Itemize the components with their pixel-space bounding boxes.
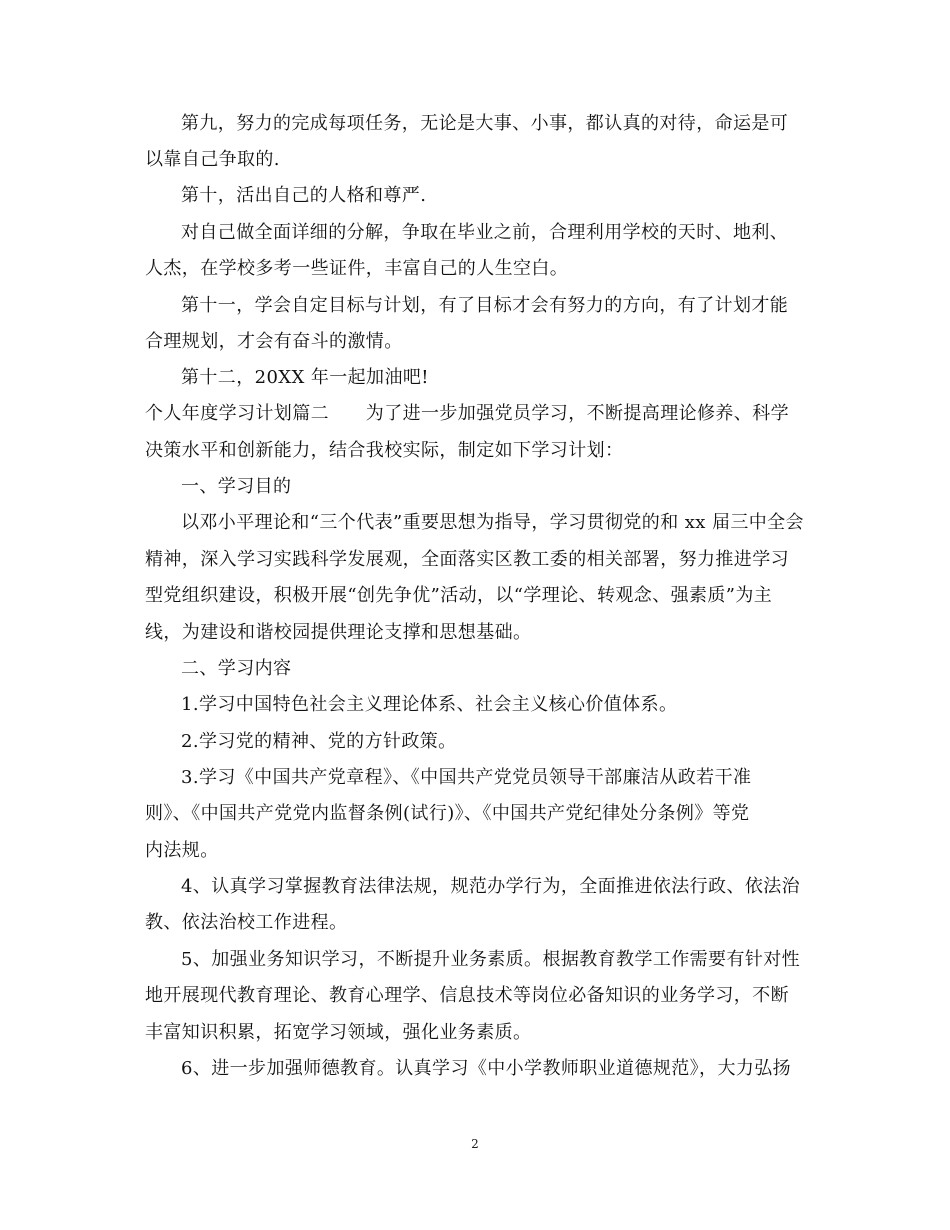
list-item-line: 4、认真学习掌握教育法律法规，规范办学行为，全面推进依法行政、依法治 <box>181 876 801 897</box>
list-item-line: 丰富知识积累，拓宽学习领域，强化业务素质。 <box>145 1022 532 1043</box>
list-item-line: 教、依法治校工作进程。 <box>145 912 348 933</box>
heading-line: 一、学习目的 <box>181 476 292 497</box>
list-item-line: 内法规。 <box>145 840 219 861</box>
list-item-line: 地开展现代教育理论、教育心理学、信息技术等岗位必备知识的业务学习，不断 <box>145 985 789 1006</box>
paragraph-line: 对自己做全面详细的分解，争取在毕业之前，合理利用学校的天时、地利、 <box>181 222 789 243</box>
paragraph-line: 第十二，20XX 年一起加油吧! <box>181 367 429 388</box>
heading-line: 二、学习内容 <box>181 658 292 679</box>
list-item-line: 2.学习党的精神、党的方针政策。 <box>181 731 457 752</box>
page-number: 2 <box>471 1137 479 1151</box>
paragraph-line: 型党组织建设，积极开展“创先争优”活动，以“学理论、转观念、强素质”为主 <box>145 585 773 606</box>
list-item-line: 则》、《中国共产党党内监督条例(试行)》、《中国共产党纪律处分条例》等党 <box>145 803 750 824</box>
list-item-line: 3.学习《中国共产党章程》、《中国共产党党员领导干部廉洁从政若干准 <box>181 767 752 788</box>
paragraph-line: 人杰，在学校多考一些证件，丰富自己的人生空白。 <box>145 258 569 279</box>
list-item-line: 5、加强业务知识学习，不断提升业务素质。根据教育教学工作需要有针对性 <box>181 949 801 970</box>
list-item-line: 6、进一步加强师德教育。认真学习《中小学教师职业道德规范》，大力弘扬 <box>181 1058 792 1079</box>
list-item-line: 1.学习中国特色社会主义理论体系、社会主义核心价值体系。 <box>181 694 678 715</box>
paragraph-line: 以邓小平理论和“三个代表”重要思想为指导，学习贯彻党的和 xx 届三中全会 <box>181 512 804 533</box>
paragraph-line: 线，为建设和谐校园提供理论支撑和思想基础。 <box>145 622 532 643</box>
paragraph-line: 合理规划，才会有奋斗的激情。 <box>145 331 403 352</box>
paragraph-line: 第十一，学会自定目标与计划，有了目标才会有努力的方向，有了计划才能 <box>181 295 789 316</box>
paragraph-line: 精神，深入学习实践科学发展观，全面落实区教工委的相关部署，努力推进学习 <box>145 549 789 570</box>
paragraph-line: 决策水平和创新能力，结合我校实际，制定如下学习计划： <box>145 440 624 461</box>
paragraph-line: 第九，努力的完成每项任务，无论是大事、小事，都认真的对待，命运是可 <box>181 113 789 134</box>
paragraph-line: 第十，活出自己的人格和尊严. <box>181 185 427 206</box>
section-title-line: 个人年度学习计划篇二 为了进一步加强党员学习，不断提高理论修养、科学 <box>145 403 789 424</box>
paragraph-line: 以靠自己争取的. <box>145 149 280 170</box>
